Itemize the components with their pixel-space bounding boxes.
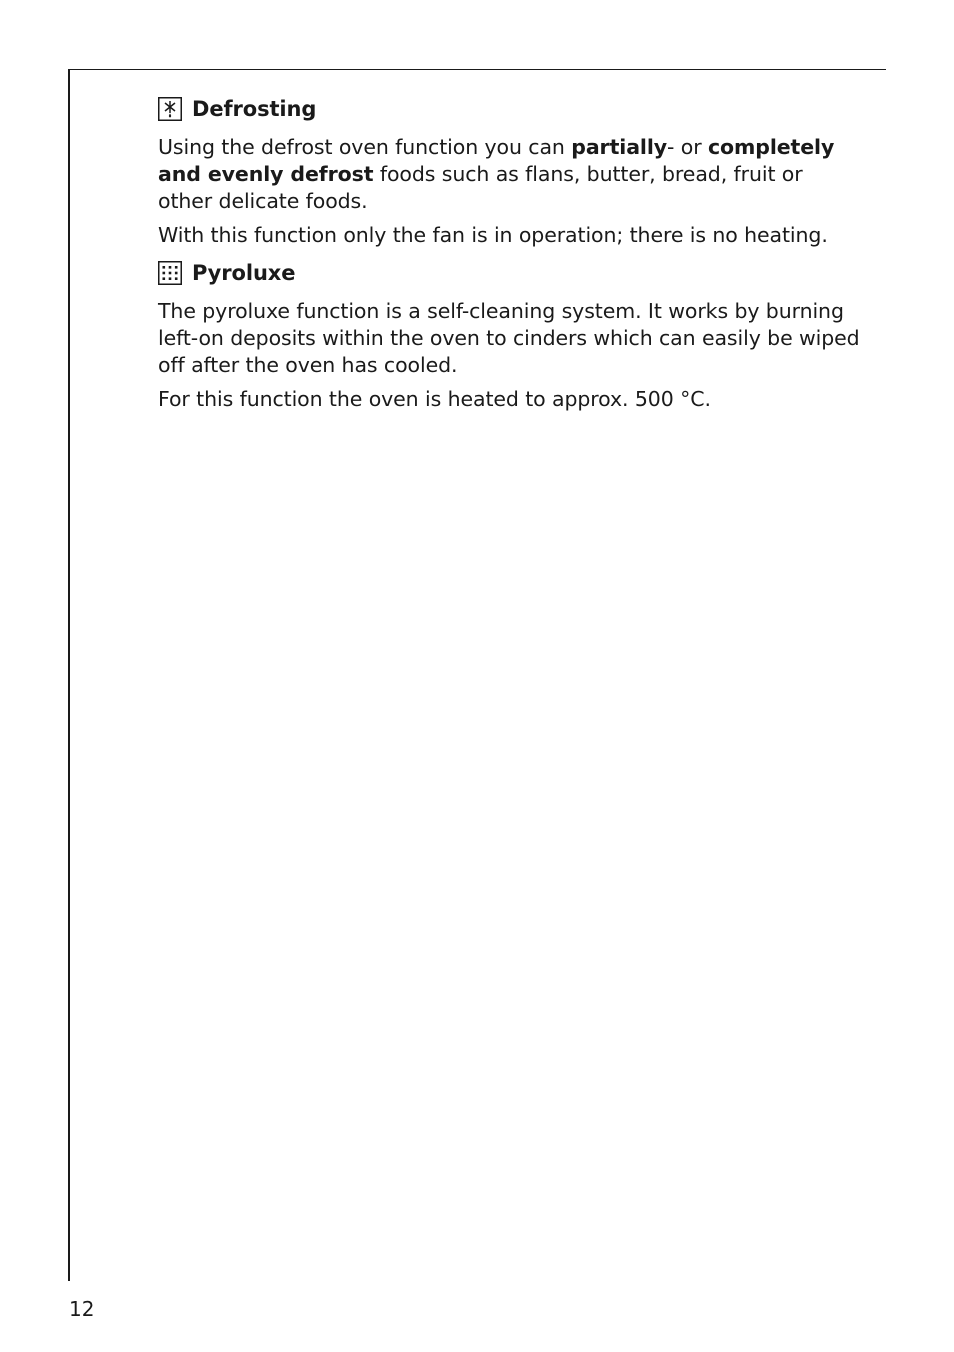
pyroluxe-paragraph: The pyroluxe function is a self-cleaning system. It works by burning left-on deposits within the oven to cinders which can easily be wiped off after the oven has cooled.: [158, 299, 860, 377]
section-title: Pyroluxe: [192, 260, 296, 285]
page-number: 12: [69, 1297, 95, 1321]
section-heading-pyroluxe: [158, 256, 863, 290]
left-margin-rule: [68, 69, 70, 1281]
top-rule: [68, 69, 886, 70]
section-heading-defrosting: [158, 92, 863, 126]
page-content: [158, 92, 863, 420]
defrosting-paragraph: [158, 134, 863, 215]
pyroluxe-icon: [158, 261, 182, 285]
bold-text: completely and evenly defrost: [158, 135, 835, 186]
text-run: foods such as flans, butter, bread, fruit or other delicate foods.: [158, 162, 803, 213]
defrosting-note: With this function only the fan is in operation; there is no heating.: [158, 223, 828, 247]
section-title: Defrosting: [192, 96, 317, 121]
bold-text: partially: [571, 135, 668, 159]
text-run: Using the defrost oven function you can: [158, 135, 572, 159]
text-run: - or: [667, 135, 708, 159]
defrost-icon: [158, 97, 182, 121]
pyroluxe-note: For this function the oven is heated to approx. 500 °C.: [158, 387, 711, 411]
